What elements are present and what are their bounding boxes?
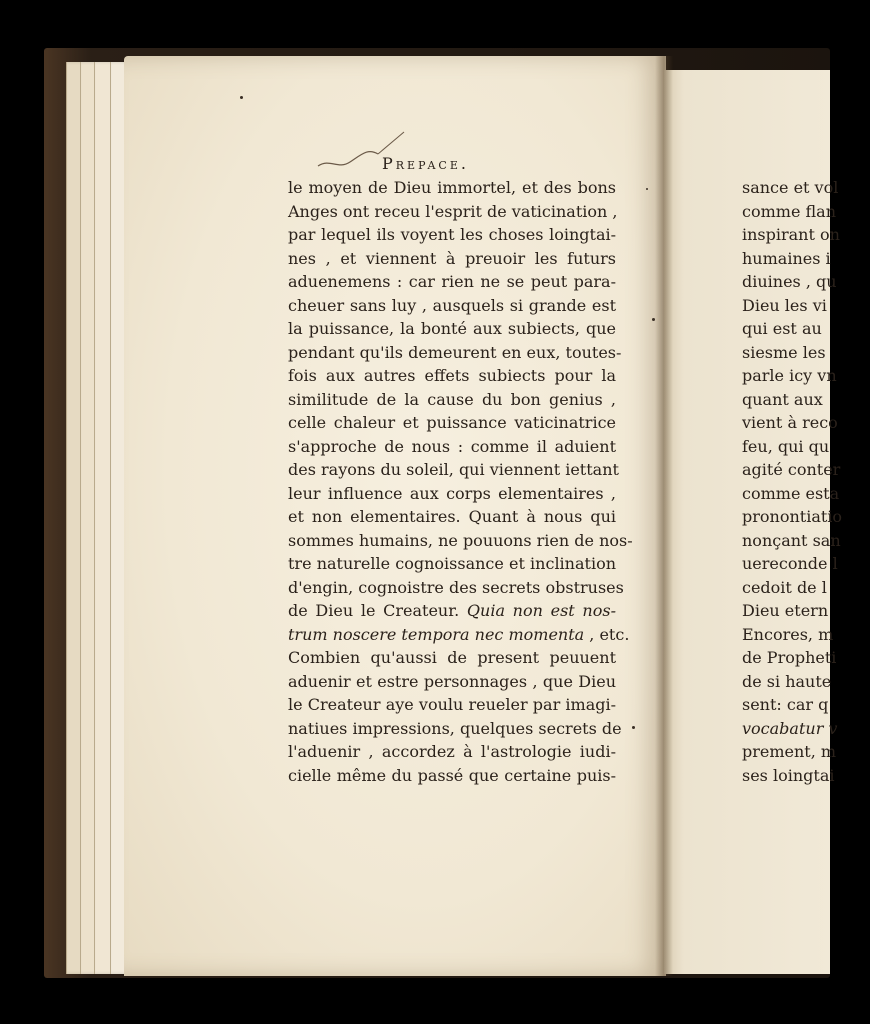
text-line: par lequel ils voyent les choses loingtai- <box>288 225 616 244</box>
text-line: uereconde l <box>742 554 838 573</box>
text-line: de Propheti <box>742 648 837 667</box>
text-line: parle icy vn <box>742 366 837 385</box>
text-line: sommes humains, ne pouuons rien de nos- <box>288 530 633 550</box>
text-line: s'approche de nous : comme il aduient <box>288 436 616 456</box>
text-line: pendant qu'ils demeurent en eux, toutes- <box>288 342 622 362</box>
book-gutter <box>655 56 673 976</box>
text-line-mixed <box>288 599 616 623</box>
text-line: Dieu les vi <box>742 295 827 315</box>
text-line: vient à reco <box>742 413 838 432</box>
text-line: vocabatur v <box>742 718 838 738</box>
text-line: ses loingtai <box>742 765 835 785</box>
text-line: prement, m <box>742 742 837 761</box>
text-line: leur influence aux corps elementaires , <box>288 483 616 503</box>
text-line: humaines i <box>742 248 831 268</box>
text-line: nonçant san <box>742 530 841 550</box>
paper-speck <box>632 726 635 729</box>
text-line: celle chaleur et puissance vaticinatrice <box>288 413 616 432</box>
text-line: inspirant on <box>742 225 840 244</box>
latin-quote: trum noscere tempora nec momenta <box>288 624 585 644</box>
text-line: Dieu etern <box>742 601 829 620</box>
paper-speck <box>646 188 648 190</box>
text-line: la puissance, la bonté aux subiects, que <box>288 319 616 338</box>
text-line: Combien qu'aussi de present peuuent <box>288 648 616 667</box>
text-line: qui est au <box>742 319 822 338</box>
text-line: aduenemens : car rien ne se peut para- <box>288 272 616 291</box>
paper-speck <box>240 96 243 99</box>
text-line: d'engin, cognoistre des secrets obstruses <box>288 577 624 597</box>
right-page-text <box>742 176 870 787</box>
text-line: cedoit de l <box>742 577 827 597</box>
text-line: l'aduenir , accordez à l'astrologie iudi- <box>288 742 616 761</box>
text-line: des rayons du soleil, qui viennent iettant <box>288 460 619 479</box>
text-line: diuines , qu <box>742 272 837 291</box>
text-line: pronontiatio <box>742 507 843 526</box>
text-line: natiues impressions, quelques secrets de <box>288 718 622 738</box>
text-line: agité conter <box>742 460 841 479</box>
text-line: comme esta <box>742 483 840 503</box>
left-page-text <box>288 176 633 787</box>
text-line-mixed <box>288 623 630 647</box>
text-fragment: de Dieu le Createur. <box>288 601 460 620</box>
text-line: cheuer sans luy , ausquels si grande est <box>288 295 616 315</box>
running-head: Prepace. <box>382 154 469 173</box>
text-line: le Createur aye voulu reueler par imagi- <box>288 695 616 714</box>
text-line: aduenir et estre personnages , que Dieu <box>288 671 616 691</box>
text-line: Anges ont receu l'esprit de vaticination , <box>288 201 618 221</box>
text-line: quant aux <box>742 389 823 409</box>
text-line: sance et vol <box>742 178 839 197</box>
text-line: tre naturelle cognoissance et inclination <box>288 554 616 573</box>
text-line: Encores, m <box>742 624 834 644</box>
latin-quote: Quia non est nos- <box>466 601 616 620</box>
text-line: de si haute <box>742 671 832 691</box>
text-line: fois aux autres effets subiects pour la <box>288 366 616 385</box>
text-line: sent: car q <box>742 695 829 714</box>
text-line: nes , et viennent à preuoir les futurs <box>288 248 616 268</box>
text-fragment: , etc. <box>589 624 630 644</box>
text-line: siesme les <box>742 342 826 362</box>
text-line: comme flan <box>742 201 837 221</box>
paper-speck <box>652 318 655 321</box>
text-line: et non elementaires. Quant à nous qui <box>288 507 616 526</box>
text-line: feu, qui qu <box>742 436 830 456</box>
text-line: le moyen de Dieu immortel, et des bons <box>288 178 616 197</box>
text-line: similitude de la cause du bon genius , <box>288 389 616 409</box>
text-line: cielle même du passé que certaine puis- <box>288 765 616 785</box>
